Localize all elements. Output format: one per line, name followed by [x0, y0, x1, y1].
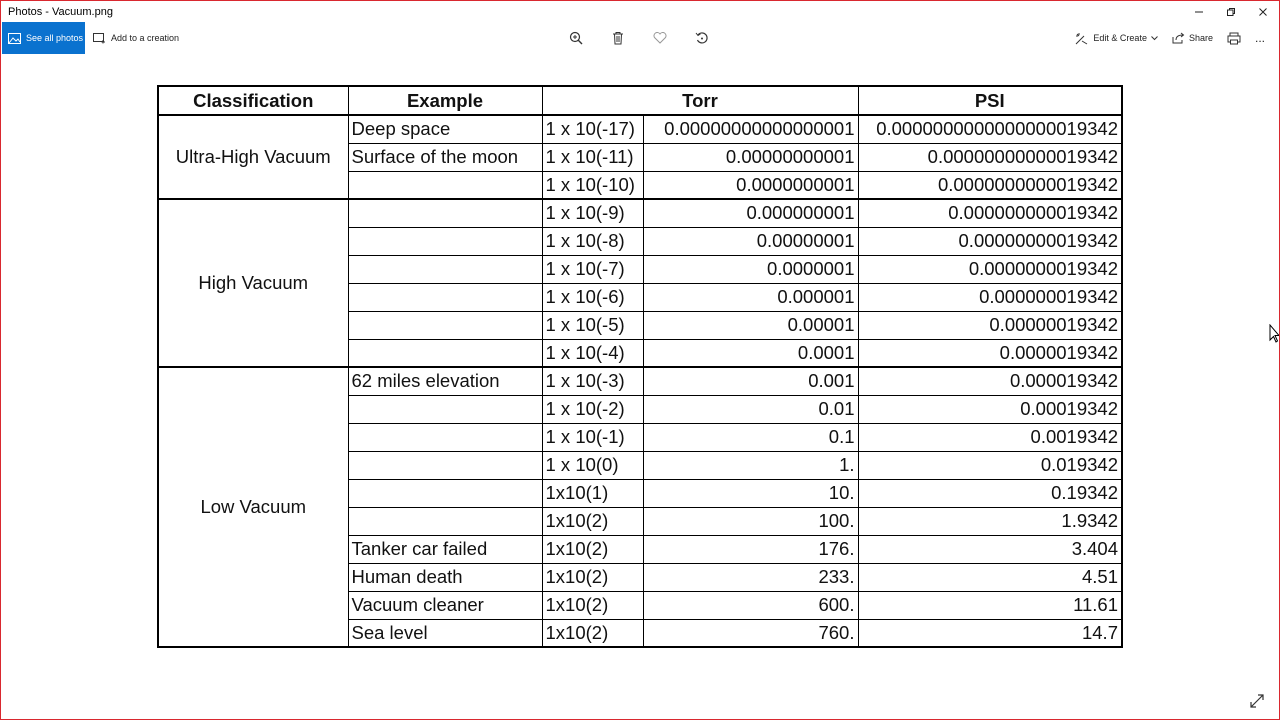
- torr-cell: 0.00000000000000001: [643, 115, 858, 143]
- classification-cell: High Vacuum: [158, 199, 348, 367]
- psi-cell: 11.61: [858, 591, 1122, 619]
- example-cell: Vacuum cleaner: [348, 591, 542, 619]
- example-cell: [348, 451, 542, 479]
- torr-cell: 10.: [643, 479, 858, 507]
- torr-cell: 0.01: [643, 395, 858, 423]
- edit-create-button[interactable]: [1075, 32, 1158, 45]
- psi-cell: 0.00000000000019342: [858, 143, 1122, 171]
- example-cell: Tanker car failed: [348, 535, 542, 563]
- example-cell: Sea level: [348, 619, 542, 647]
- psi-cell: 0.000019342: [858, 367, 1122, 395]
- example-cell: [348, 171, 542, 199]
- toolbar: [1, 22, 1279, 54]
- edit-create-label: Edit & Create: [1093, 33, 1147, 43]
- torr-cell: 600.: [643, 591, 858, 619]
- close-button[interactable]: [1247, 1, 1279, 22]
- example-cell: [348, 339, 542, 367]
- header-classification: Classification: [158, 86, 348, 115]
- psi-cell: 1.9342: [858, 507, 1122, 535]
- exponent-cell: 1 x 10(-8): [542, 227, 643, 255]
- example-cell: [348, 507, 542, 535]
- exponent-cell: 1x10(2): [542, 619, 643, 647]
- psi-cell: 0.00000000019342: [858, 227, 1122, 255]
- favorite-heart-icon[interactable]: [651, 29, 669, 47]
- exponent-cell: 1x10(2): [542, 507, 643, 535]
- mouse-cursor-icon: [1269, 324, 1279, 344]
- exponent-cell: 1x10(2): [542, 591, 643, 619]
- exponent-cell: 1x10(2): [542, 563, 643, 591]
- exponent-cell: 1 x 10(0): [542, 451, 643, 479]
- psi-cell: 0.00000019342: [858, 311, 1122, 339]
- more-options-button[interactable]: ...: [1254, 31, 1265, 45]
- rotate-icon[interactable]: [693, 29, 711, 47]
- psi-cell: 0.000000019342: [858, 283, 1122, 311]
- exponent-cell: 1x10(1): [542, 479, 643, 507]
- exponent-cell: 1 x 10(-10): [542, 171, 643, 199]
- header-psi: PSI: [858, 86, 1122, 115]
- torr-cell: 0.00000001: [643, 227, 858, 255]
- share-button[interactable]: [1172, 32, 1213, 44]
- chevron-down-icon: [1151, 36, 1158, 41]
- print-icon[interactable]: [1227, 32, 1241, 45]
- delete-icon[interactable]: [609, 29, 627, 47]
- share-label: Share: [1188, 33, 1213, 43]
- classification-cell: Low Vacuum: [158, 367, 348, 647]
- psi-cell: 14.7: [858, 619, 1122, 647]
- header-example: Example: [348, 86, 542, 115]
- exponent-cell: 1 x 10(-5): [542, 311, 643, 339]
- header-torr: Torr: [542, 86, 858, 115]
- example-cell: Human death: [348, 563, 542, 591]
- image-viewer: [1, 54, 1279, 719]
- exponent-cell: 1 x 10(-4): [542, 339, 643, 367]
- psi-cell: 0.000000000019342: [858, 199, 1122, 227]
- example-cell: [348, 283, 542, 311]
- example-cell: [348, 255, 542, 283]
- torr-cell: 100.: [643, 507, 858, 535]
- exponent-cell: 1 x 10(-3): [542, 367, 643, 395]
- exponent-cell: 1 x 10(-11): [542, 143, 643, 171]
- torr-cell: 176.: [643, 535, 858, 563]
- psi-cell: 0.0000000000019342: [858, 171, 1122, 199]
- example-cell: 62 miles elevation: [348, 367, 542, 395]
- edit-create-icon: [1075, 32, 1089, 45]
- psi-cell: 0.0000000000000000019342: [858, 115, 1122, 143]
- creation-icon: [93, 33, 106, 44]
- example-cell: [348, 227, 542, 255]
- see-all-photos-button[interactable]: [2, 22, 85, 54]
- torr-cell: 0.00001: [643, 311, 858, 339]
- torr-cell: 0.00000000001: [643, 143, 858, 171]
- torr-cell: 0.000001: [643, 283, 858, 311]
- right-tools: [1075, 22, 1265, 54]
- table-row: [158, 199, 1122, 227]
- torr-cell: 0.1: [643, 423, 858, 451]
- classification-cell: Ultra-High Vacuum: [158, 115, 348, 199]
- example-cell: [348, 395, 542, 423]
- psi-cell: 0.0019342: [858, 423, 1122, 451]
- psi-cell: 3.404: [858, 535, 1122, 563]
- photos-icon: [8, 33, 21, 44]
- example-cell: [348, 479, 542, 507]
- torr-cell: 760.: [643, 619, 858, 647]
- torr-cell: 0.0001: [643, 339, 858, 367]
- restore-button[interactable]: [1215, 1, 1247, 22]
- add-to-creation-button[interactable]: [93, 22, 179, 54]
- vacuum-table: [157, 85, 1123, 648]
- example-cell: [348, 423, 542, 451]
- psi-cell: 4.51: [858, 563, 1122, 591]
- table-row: [158, 115, 1122, 143]
- psi-cell: 0.00019342: [858, 395, 1122, 423]
- psi-cell: 0.0000000019342: [858, 255, 1122, 283]
- exponent-cell: 1 x 10(-7): [542, 255, 643, 283]
- table-header-row: [158, 86, 1122, 115]
- minimize-button[interactable]: [1183, 1, 1215, 22]
- torr-cell: 0.000000001: [643, 199, 858, 227]
- psi-cell: 0.19342: [858, 479, 1122, 507]
- example-cell: Deep space: [348, 115, 542, 143]
- example-cell: [348, 311, 542, 339]
- add-to-creation-label: Add to a creation: [111, 33, 180, 43]
- torr-cell: 233.: [643, 563, 858, 591]
- share-icon: [1172, 32, 1185, 44]
- torr-cell: 0.0000001: [643, 255, 858, 283]
- example-cell: Surface of the moon: [348, 143, 542, 171]
- see-all-photos-label: See all photos: [26, 33, 84, 43]
- table-row: [158, 367, 1122, 395]
- exponent-cell: 1 x 10(-1): [542, 423, 643, 451]
- exponent-cell: 1x10(2): [542, 535, 643, 563]
- zoom-icon[interactable]: [567, 29, 585, 47]
- table-body: [158, 115, 1122, 647]
- exponent-cell: 1 x 10(-9): [542, 199, 643, 227]
- exponent-cell: 1 x 10(-17): [542, 115, 643, 143]
- example-cell: [348, 199, 542, 227]
- psi-cell: 0.019342: [858, 451, 1122, 479]
- psi-cell: 0.0000019342: [858, 339, 1122, 367]
- torr-cell: 0.001: [643, 367, 858, 395]
- fullscreen-expand-icon[interactable]: [1249, 693, 1265, 709]
- window-controls: [1183, 1, 1279, 22]
- center-tools: [567, 22, 711, 54]
- torr-cell: 0.0000000001: [643, 171, 858, 199]
- torr-cell: 1.: [643, 451, 858, 479]
- title-bar: [1, 1, 1279, 22]
- window-title: Photos - Vacuum.png: [8, 5, 113, 18]
- exponent-cell: 1 x 10(-6): [542, 283, 643, 311]
- exponent-cell: 1 x 10(-2): [542, 395, 643, 423]
